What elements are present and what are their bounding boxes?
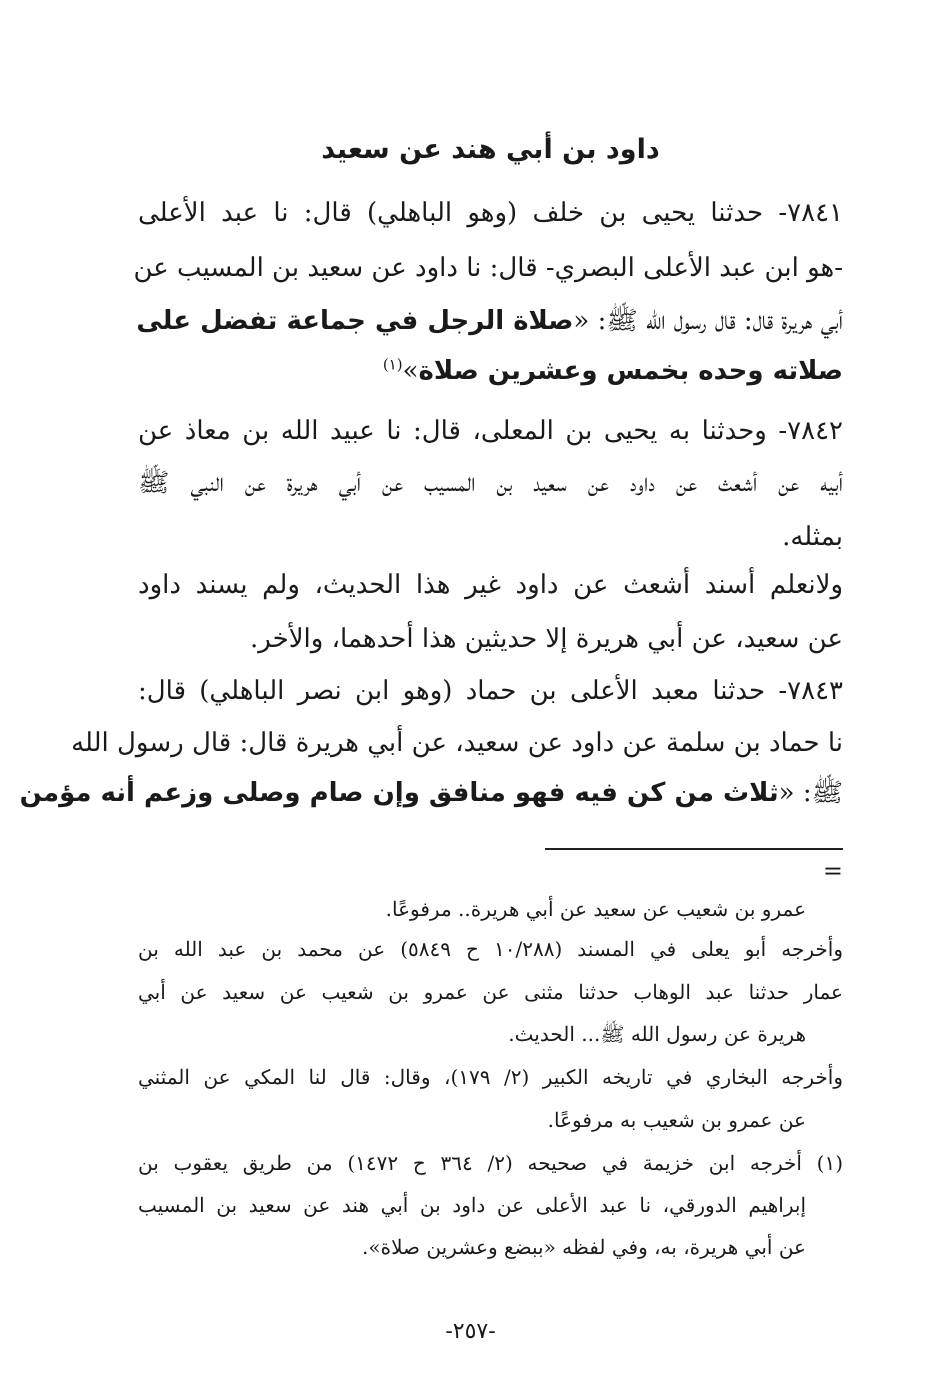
- footnote-divider: [545, 848, 843, 850]
- hadith-text: صلاة الرجل في جماعة تفضل على: [136, 306, 574, 336]
- hadith-text: صلاته وحده بخمس وعشرين صلاة: [418, 356, 843, 386]
- main-text-line: أبيه عن أشعث عن داود عن سعيد بن المسيب عن أبي هريرة عن النبي ﷺ: [138, 468, 843, 498]
- footnote-line: عمار حدثنا عبد الوهاب حدثنا مثنى عن عمرو بن شعيب عن سعيد عن أبي: [138, 980, 843, 1004]
- main-text-line: عن سعيد، عن أبي هريرة إلا حديثين هذا أحدهما، والأخر.: [250, 624, 843, 654]
- section-title: داود بن أبي هند عن سعيد: [321, 134, 660, 165]
- main-text-line: ﷺ: «ثلاث من كن فيه فهو منافق وإن صام وصلى وزعم أنه مؤمن: [19, 778, 843, 808]
- page-number: -٢٥٧-: [445, 1319, 496, 1344]
- footnote-line: عن عمرو بن شعيب به مرفوعًا.: [547, 1108, 806, 1132]
- main-text-line: بمثله.: [782, 522, 843, 552]
- footnote-line: عن أبي هريرة، به، وفي لفظه «ببضع وعشرين صلاة».: [362, 1235, 806, 1259]
- footnote-continuation-mark: =: [822, 857, 843, 885]
- footnote-line: (١) أخرجه ابن خزيمة في صحيحه (٢/ ٣٦٤ ح ١٤٧٢) من طريق يعقوب بن: [138, 1151, 844, 1175]
- footnote-ref: (١): [382, 355, 403, 374]
- footnote-line: إبراهيم الدورقي، نا عبد الأعلى عن داود بن أبي هند عن سعيد بن المسيب: [138, 1193, 806, 1217]
- main-text-line: ٧٨٤٢- وحدثنا به يحيى بن المعلى، قال: نا عبيد الله بن معاذ عن: [138, 416, 843, 446]
- main-text-line: أبي هريرة قال: قال رسول الله ﷺ: «صلاة الرجل في جماعة تفضل على: [136, 306, 843, 336]
- footnote-line: هريرة عن رسول الله ﷺ... الحديث.: [508, 1022, 806, 1046]
- footnote-line: عمرو بن شعيب عن سعيد عن أبي هريرة.. مرفوعًا.: [385, 897, 806, 921]
- main-text-line: نا حماد بن سلمة عن داود عن سعيد، عن أبي هريرة قال: قال رسول الله: [71, 728, 843, 758]
- main-text-line: ٧٨٤٣- حدثنا معبد الأعلى بن حماد (وهو ابن نصر الباهلي) قال:: [138, 676, 843, 706]
- main-text-line: ٧٨٤١- حدثنا يحيى بن خلف (وهو الباهلي) قال: نا عبد الأعلى: [138, 198, 843, 228]
- hadith-text: ثلاث من كن فيه فهو منافق وإن صام وصلى وزعم أنه مؤمن: [19, 778, 779, 808]
- footnote-line: وأخرجه البخاري في تاريخه الكبير (٢/ ١٧٩)، وقال: قال لنا المكي عن المثني: [138, 1065, 843, 1089]
- main-text-line: صلاته وحده بخمس وعشرين صلاة»$^{(١)}$: [382, 355, 843, 386]
- footnote-line: وأخرجه أبو يعلى في المسند (١٠/٢٨٨ ح ٥٨٤٩) عن محمد بن عبد الله بن: [138, 937, 843, 961]
- main-text-line: -هو ابن عبد الأعلى البصري- قال: نا داود عن سعيد بن المسيب عن: [133, 253, 843, 283]
- main-text-line: ولانعلم أسند أشعث عن داود غير هذا الحديث، ولم يسند داود: [138, 570, 843, 600]
